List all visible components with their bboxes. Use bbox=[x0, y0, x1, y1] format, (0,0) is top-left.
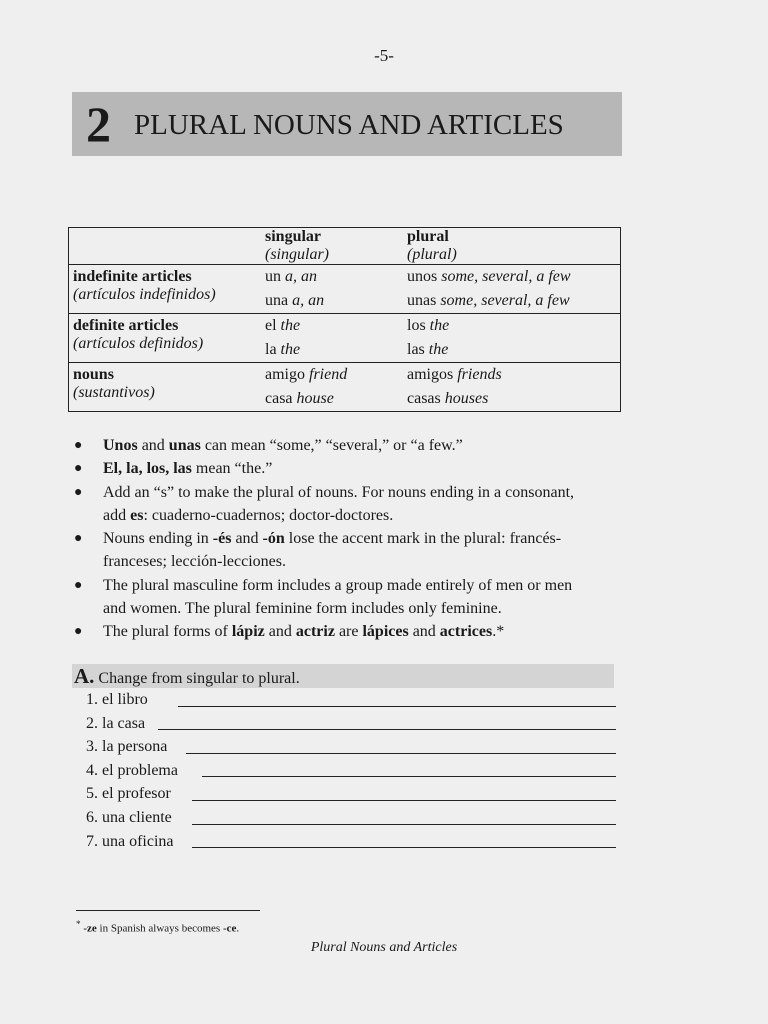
note-text: lose the accent mark in the plural: francés-franceses; lección-lecciones. bbox=[103, 530, 562, 571]
table-row-indefinite bbox=[69, 265, 621, 290]
item-number: 2. bbox=[86, 714, 98, 732]
row-label-sp: (artículos indefinidos) bbox=[73, 286, 216, 303]
note-text: and bbox=[408, 623, 440, 641]
plural-word: casas bbox=[407, 390, 441, 407]
articles-nouns-table bbox=[68, 227, 621, 412]
note-bold: es bbox=[130, 506, 144, 524]
note-bold: -ón bbox=[262, 530, 285, 548]
note-text: The plural masculine form includes a group made entirely of men or men and women. The plural feminine form includes only feminine. bbox=[103, 576, 573, 618]
bullet-icon: ● bbox=[74, 577, 83, 593]
exercise-item bbox=[72, 688, 632, 712]
table-row-definite bbox=[69, 314, 621, 339]
note-text: .* bbox=[492, 623, 505, 641]
item-number: 1. bbox=[86, 691, 98, 708]
note-text: Add an “s” to make the plural of nouns. For nouns ending in a consonant, add bbox=[103, 483, 575, 524]
singular-translation: a, an bbox=[285, 268, 317, 285]
exercise-item bbox=[72, 830, 632, 854]
answer-line[interactable] bbox=[186, 753, 616, 754]
footnote-text: . bbox=[236, 922, 240, 935]
note-text: and bbox=[137, 437, 169, 454]
exercise-a bbox=[72, 664, 632, 853]
footnote-text: in Spanish always becomes bbox=[96, 922, 223, 935]
exercise-letter: A. bbox=[74, 664, 95, 688]
note-bold: Unos bbox=[103, 437, 138, 454]
plural-word: las bbox=[407, 341, 425, 358]
note-bold: unas bbox=[168, 437, 201, 454]
note-text: mean “the.” bbox=[191, 460, 273, 478]
item-text: la casa bbox=[102, 714, 146, 732]
exercise-item bbox=[72, 759, 632, 783]
answer-line[interactable] bbox=[178, 706, 616, 707]
note-text: and bbox=[264, 623, 296, 641]
row-label-sp: (sustantivos) bbox=[73, 384, 155, 401]
header-plural: plural bbox=[407, 228, 449, 245]
plural-word: unos bbox=[407, 268, 438, 285]
singular-word: la bbox=[265, 341, 277, 358]
singular-translation: the bbox=[280, 341, 301, 358]
answer-line[interactable] bbox=[192, 847, 616, 848]
item-number: 3. bbox=[86, 738, 98, 756]
singular-word: amigo bbox=[265, 366, 305, 383]
exercise-item bbox=[72, 806, 632, 830]
plural-translation: the bbox=[428, 341, 449, 358]
footnote-bold: -ze bbox=[83, 922, 97, 935]
note-text: are bbox=[334, 623, 363, 641]
table-row-nouns bbox=[69, 363, 621, 388]
singular-word: el bbox=[265, 317, 277, 334]
answer-line[interactable] bbox=[202, 776, 616, 777]
row-label: indefinite articles bbox=[73, 268, 192, 285]
item-number: 5. bbox=[86, 785, 98, 803]
item-number: 4. bbox=[86, 761, 98, 779]
bullet-icon: ● bbox=[74, 438, 83, 453]
header-plural-sp: (plural) bbox=[407, 246, 457, 263]
item-text: el problema bbox=[102, 761, 178, 779]
singular-translation: house bbox=[296, 390, 334, 407]
exercise-instruction: Change from singular to plural. bbox=[98, 670, 300, 687]
singular-word: un bbox=[265, 268, 281, 285]
note-bold: lápices bbox=[362, 623, 409, 641]
singular-translation: the bbox=[280, 317, 301, 334]
bullet-icon: ● bbox=[74, 484, 83, 500]
singular-translation: friend bbox=[309, 366, 348, 383]
item-text: la persona bbox=[102, 738, 168, 756]
plural-translation: houses bbox=[444, 390, 489, 407]
row-label: definite articles bbox=[73, 317, 179, 334]
note-text: The plural forms of bbox=[103, 623, 232, 641]
note-item bbox=[70, 574, 590, 621]
page-footer: Plural Nouns and Articles bbox=[310, 940, 458, 955]
footnote-marker: * bbox=[76, 919, 81, 929]
plural-translation: some, several, a few bbox=[440, 292, 570, 309]
item-number: 7. bbox=[86, 832, 98, 850]
note-bold: lápiz bbox=[231, 623, 265, 641]
item-text: el profesor bbox=[102, 785, 171, 803]
singular-translation: a, an bbox=[292, 292, 325, 309]
plural-translation: some, several, a few bbox=[441, 268, 571, 285]
note-bold: -és bbox=[212, 530, 232, 548]
note-text: and bbox=[231, 530, 263, 548]
bullet-icon: ● bbox=[74, 461, 83, 477]
footnote-rule bbox=[76, 910, 260, 911]
plural-translation: friends bbox=[457, 366, 502, 383]
note-item bbox=[70, 527, 590, 574]
plural-word: los bbox=[407, 317, 426, 334]
item-text: una oficina bbox=[102, 832, 174, 850]
note-item bbox=[70, 434, 590, 457]
item-text: el libro bbox=[102, 691, 148, 708]
plural-word: unas bbox=[407, 292, 437, 309]
grammar-notes bbox=[70, 434, 590, 644]
bullet-icon: ● bbox=[74, 531, 83, 547]
page-number: -5- bbox=[374, 46, 394, 65]
note-item bbox=[70, 620, 590, 643]
note-item bbox=[70, 481, 590, 528]
note-item bbox=[70, 457, 590, 480]
plural-word: amigos bbox=[407, 366, 454, 383]
footnote-bold: -ce bbox=[222, 922, 237, 935]
row-label: nouns bbox=[73, 366, 114, 383]
chapter-title: PLURAL NOUNS AND ARTICLES bbox=[134, 109, 564, 141]
note-text: can mean “some,” “several,” or “a few.” bbox=[200, 437, 463, 454]
exercise-item bbox=[72, 735, 632, 759]
row-label-sp: (artículos definidos) bbox=[73, 335, 204, 352]
item-number: 6. bbox=[86, 808, 98, 826]
singular-word: una bbox=[265, 292, 289, 309]
item-text: una cliente bbox=[102, 808, 172, 826]
exercise-item bbox=[72, 782, 632, 806]
answer-line[interactable] bbox=[192, 824, 616, 825]
exercise-items bbox=[72, 688, 632, 853]
exercise-header bbox=[72, 664, 614, 688]
chapter-heading bbox=[72, 92, 622, 156]
singular-word: casa bbox=[265, 390, 293, 407]
header-singular: singular bbox=[265, 228, 322, 245]
header-singular-sp: (singular) bbox=[265, 246, 329, 263]
bullet-icon: ● bbox=[74, 624, 83, 640]
table-header-row bbox=[69, 228, 621, 265]
answer-line[interactable] bbox=[158, 729, 616, 730]
answer-line[interactable] bbox=[192, 800, 616, 801]
note-bold: actrices bbox=[439, 623, 493, 641]
note-text: Nouns ending in bbox=[103, 530, 213, 548]
note-text: : cuaderno-cuadernos; doctor-doctores. bbox=[143, 506, 394, 524]
exercise-item bbox=[72, 712, 632, 736]
footnote bbox=[76, 919, 239, 935]
chapter-number: 2 bbox=[86, 96, 111, 152]
note-bold: El, la, los, las bbox=[103, 460, 192, 478]
note-bold: actriz bbox=[295, 623, 335, 641]
plural-translation: the bbox=[429, 317, 450, 334]
